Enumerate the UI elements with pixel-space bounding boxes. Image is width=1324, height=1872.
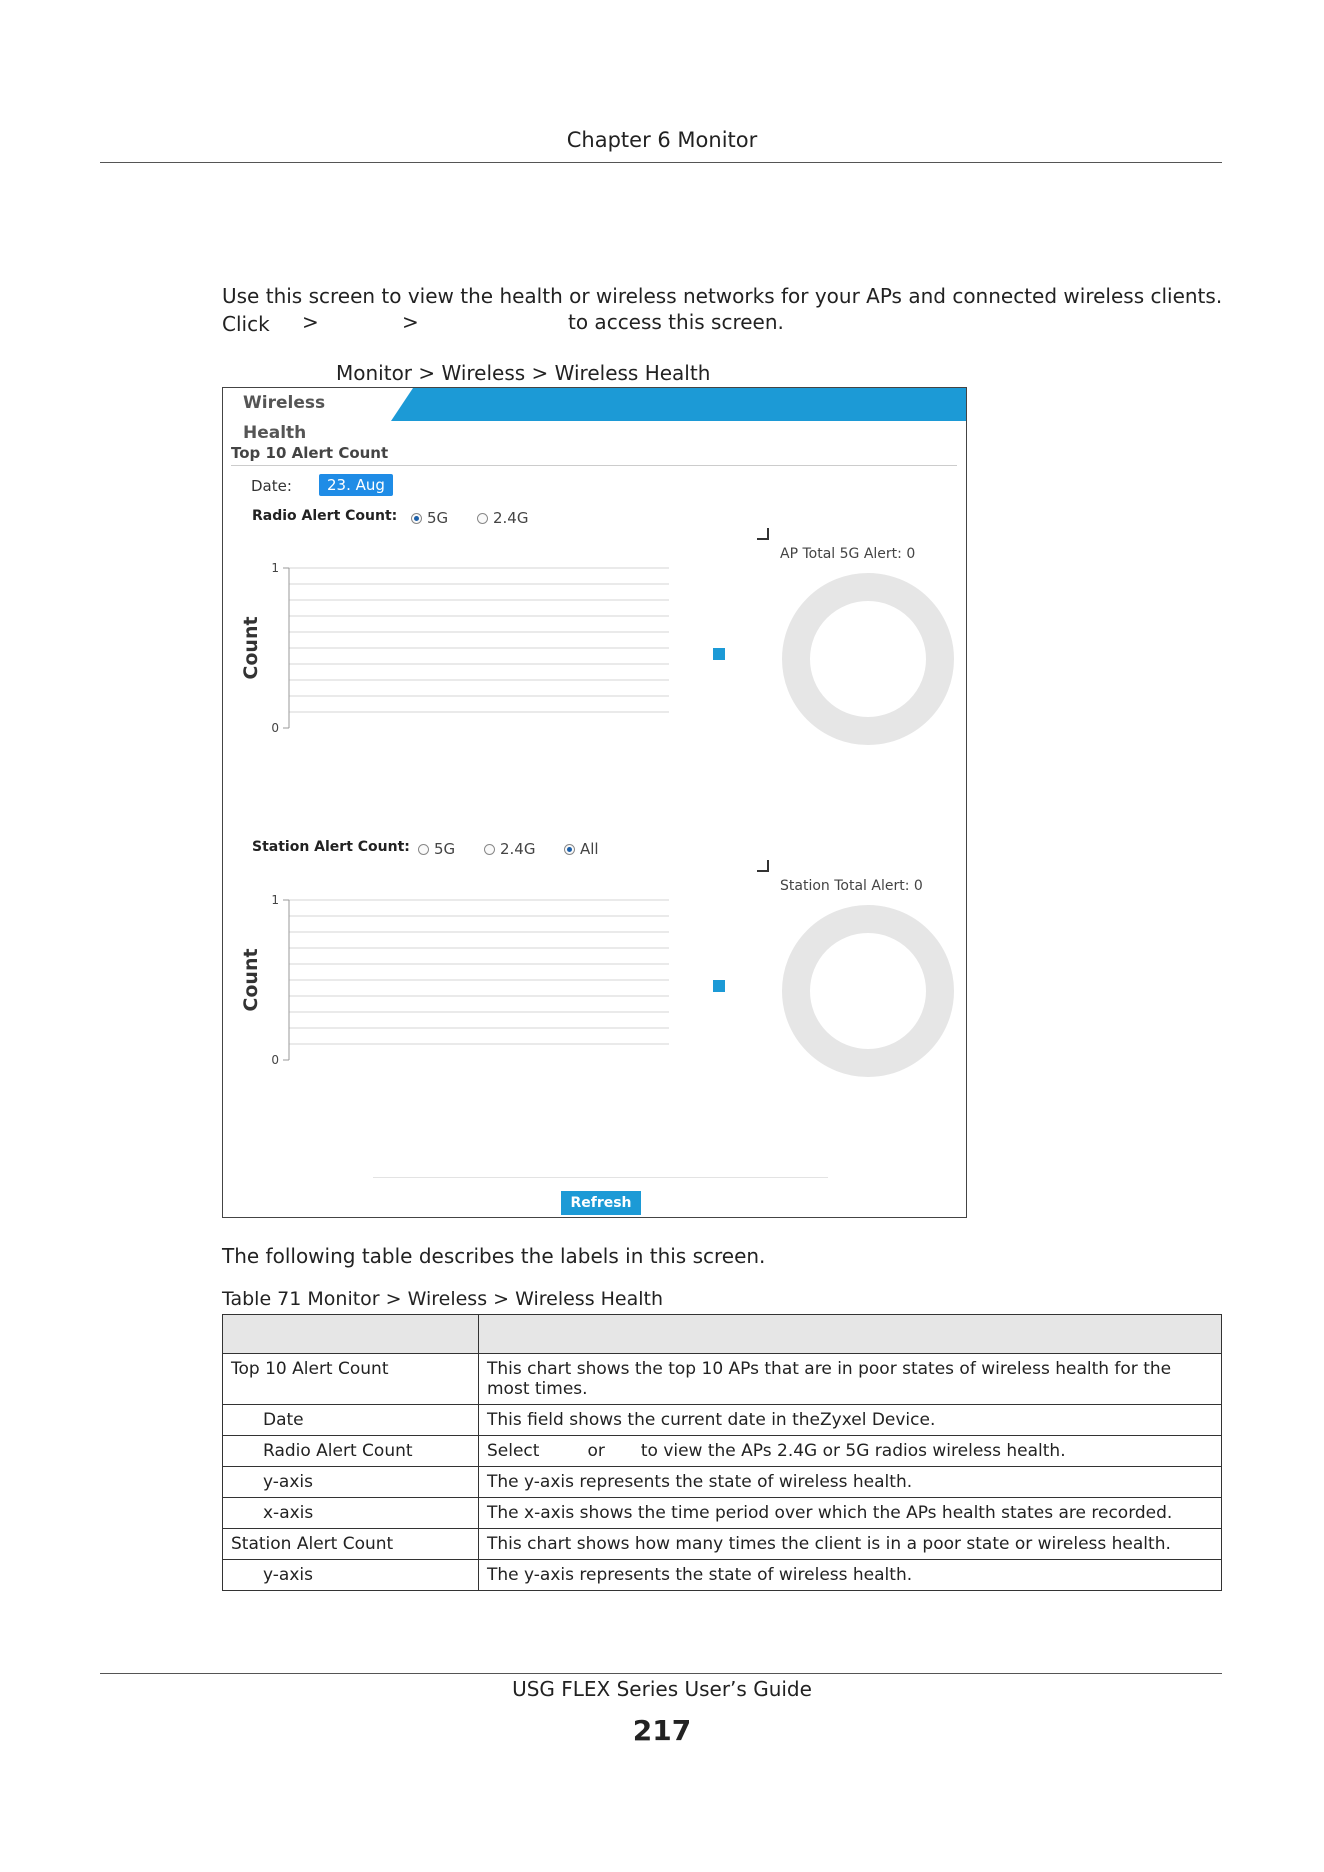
station-donut-chart	[782, 905, 954, 1077]
radio-legend-marker	[713, 648, 725, 660]
y-tick-label: 1	[271, 893, 279, 907]
row-desc: This chart shows the top 10 APs that are in poor states of wireless health for the most times.	[479, 1354, 1222, 1405]
table-row	[223, 1529, 1222, 1560]
station-total-label: Station Total Alert: 0	[780, 878, 923, 894]
header-rule	[100, 162, 1222, 163]
guide-title: USG FLEX Series User’s Guide	[512, 1677, 812, 1701]
date-picker-button[interactable]: 23. Aug	[319, 474, 393, 496]
intro-line-1: Use this screen to view the health or wireless networks for your APs and connected wireless clients. Click	[222, 284, 1223, 336]
y-tick-label: 0	[271, 721, 279, 735]
table-row	[223, 1354, 1222, 1405]
intro-separator-2: >	[402, 310, 419, 334]
count-chart-svg	[223, 548, 683, 748]
row-label: Top 10 Alert Count	[223, 1354, 479, 1405]
row-desc: The y-axis represents the state of wireless health.	[479, 1467, 1222, 1498]
station-2-4g-button[interactable]	[484, 844, 495, 855]
radio-5g-button[interactable]	[411, 513, 422, 524]
station-all-button[interactable]	[564, 844, 575, 855]
station-5g-option[interactable]: 5G	[418, 840, 455, 858]
table-row	[223, 1498, 1222, 1529]
expand-corner-icon[interactable]	[757, 528, 769, 540]
tab-wireless-health[interactable]: Wireless Health	[223, 388, 391, 421]
y-tick-label: 1	[271, 561, 279, 575]
wireless-health-screen	[222, 387, 967, 1218]
ap-total-label: AP Total 5G Alert: 0	[780, 546, 916, 562]
row-label: y-axis	[223, 1467, 479, 1498]
station-2-4g-option[interactable]: 2.4G	[484, 840, 535, 858]
row-desc: The y-axis represents the state of wireless health.	[479, 1560, 1222, 1591]
table-row	[223, 1436, 1222, 1467]
y-axis-label: Count	[240, 948, 262, 1012]
chapter-header: Chapter 6 Monitor	[566, 128, 758, 152]
table-intro: The following table describes the labels in this screen.	[222, 1244, 766, 1268]
table-row	[223, 1405, 1222, 1436]
section-divider	[231, 465, 957, 466]
y-tick-label: 0	[271, 1053, 279, 1067]
row-desc: Select or to view the APs 2.4G or 5G radios wireless health.	[479, 1436, 1222, 1467]
radio-2-4g-button[interactable]	[477, 513, 488, 524]
row-desc: The x-axis shows the time period over which the APs health states are recorded.	[479, 1498, 1222, 1529]
figure-caption: Monitor > Wireless > Wireless Health	[336, 361, 711, 385]
radio-5g-option[interactable]: 5G	[411, 509, 448, 527]
table-header-cell	[479, 1315, 1222, 1354]
table-header-row	[223, 1315, 1222, 1354]
y-axis-label: Count	[240, 616, 262, 680]
station-alert-label: Station Alert Count:	[252, 839, 410, 855]
row-label: Station Alert Count	[223, 1529, 479, 1560]
ap-donut-chart	[782, 573, 954, 745]
intro-line-2-end: to access this screen.	[568, 310, 784, 334]
row-label: Date	[223, 1405, 479, 1436]
page-number: 217	[632, 1714, 692, 1747]
radio-2-4g-option[interactable]: 2.4G	[477, 509, 528, 527]
table-row	[223, 1467, 1222, 1498]
row-label: y-axis	[223, 1560, 479, 1591]
footer-rule	[100, 1673, 1222, 1674]
table-header-cell	[223, 1315, 479, 1354]
station-legend-marker	[713, 980, 725, 992]
station-5g-button[interactable]	[418, 844, 429, 855]
radio-alert-label: Radio Alert Count:	[252, 508, 398, 524]
station-all-option[interactable]: All	[564, 840, 599, 858]
intro-separator-1: >	[302, 310, 319, 334]
row-label: x-axis	[223, 1498, 479, 1529]
count-chart-svg	[223, 880, 683, 1080]
description-table	[222, 1314, 1222, 1591]
expand-corner-icon[interactable]	[757, 860, 769, 872]
row-label: Radio Alert Count	[223, 1436, 479, 1467]
row-desc: This field shows the current date in theZyxel Device.	[479, 1405, 1222, 1436]
table-caption: Table 71 Monitor > Wireless > Wireless Health	[222, 1288, 664, 1310]
row-desc: This chart shows how many times the client is in a poor state or wireless health.	[479, 1529, 1222, 1560]
refresh-button[interactable]: Refresh	[561, 1191, 641, 1215]
table-row	[223, 1560, 1222, 1591]
section-title: Top 10 Alert Count	[231, 444, 389, 462]
footer-divider	[373, 1177, 828, 1178]
date-label: Date:	[251, 477, 292, 495]
